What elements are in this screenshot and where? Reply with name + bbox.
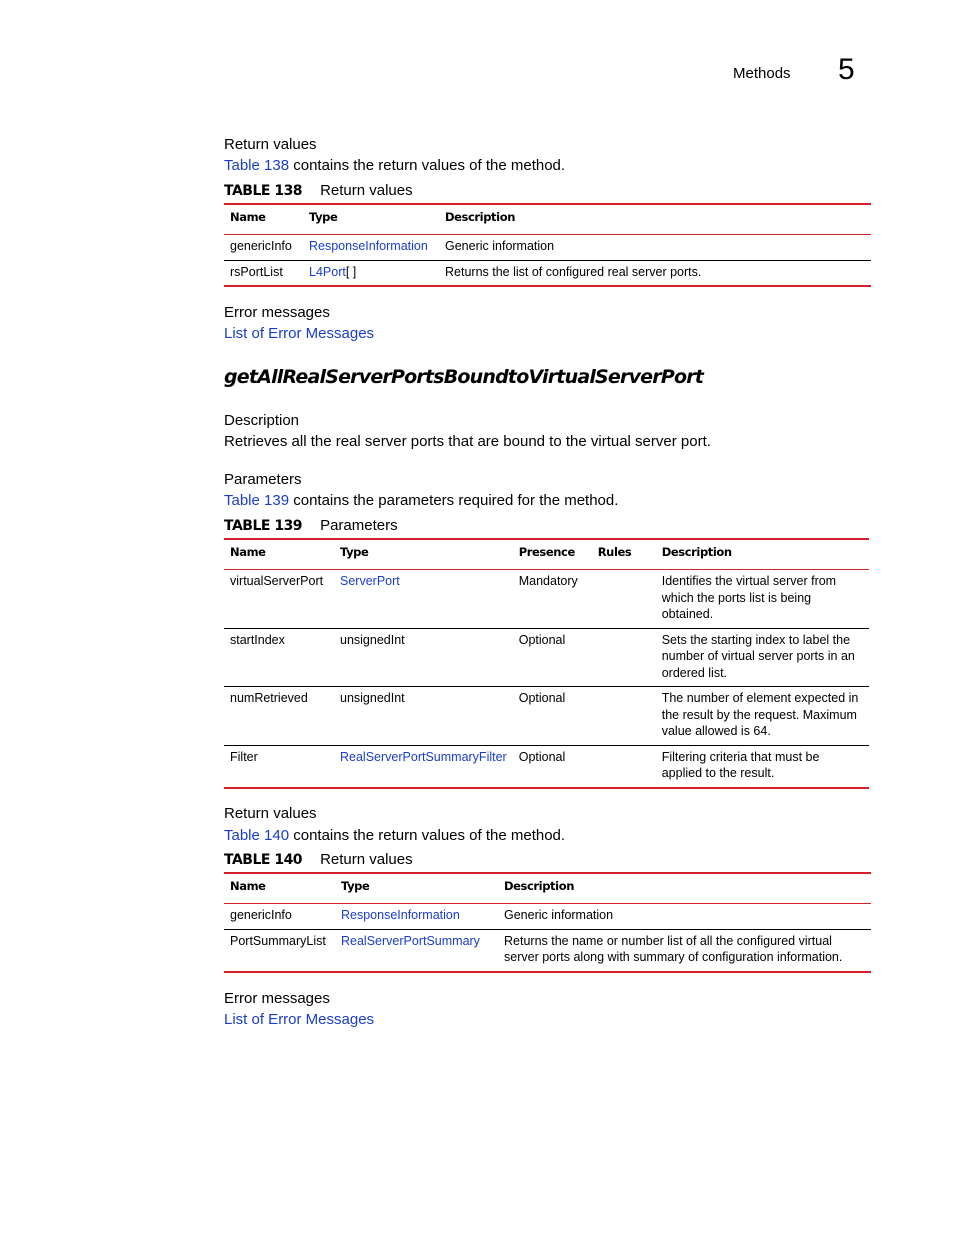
table-number: TABLE 140 [224,852,303,868]
cell-name: genericInfo [224,904,335,930]
column-header: Name [224,204,303,235]
column-header: Description [498,873,871,904]
table-header-row [224,873,871,904]
table-139-link[interactable]: Table 139 [224,492,290,509]
type-link[interactable]: ResponseInformation [341,908,460,922]
column-header: Type [335,873,498,904]
error-messages-link[interactable]: List of Error Messages [224,1011,375,1028]
cell-rules [592,745,656,788]
table-title: Parameters [320,517,398,534]
chapter-number: 5 [838,53,855,86]
cell-rules [592,687,656,746]
return-values-reference [224,157,565,174]
table-row [224,628,869,687]
error-messages-heading: Error messages [224,990,330,1007]
cell-name: genericInfo [224,235,303,261]
error-messages-link[interactable]: List of Error Messages [224,325,375,342]
return-values-heading: Return values [224,136,317,153]
cell-description: The number of element expected in the result by the request. Maximum value allowed is 64. [656,687,869,746]
cell-name: virtualServerPort [224,570,334,629]
table-caption [224,182,413,199]
method-title: getAllRealServerPortsBoundtoVirtualServerPort [224,366,704,388]
cell-rules [592,628,656,687]
cell-type [334,570,513,629]
column-header: Type [303,204,439,235]
cell-type [335,929,498,972]
cell-type: unsignedInt [334,687,513,746]
column-header: Type [334,539,513,570]
type-suffix: [ ] [345,264,357,279]
table-title: Return values [320,851,413,868]
table-row [224,235,871,261]
column-header: Description [656,539,869,570]
return-values-table-138 [224,203,871,287]
description-heading: Description [224,412,300,429]
table-row [224,929,871,972]
type-link[interactable]: L4Port [309,264,346,279]
reference-text: contains the return values of the method. [289,827,566,844]
cell-description: Identifies the virtual server from which the ports list is being obtained. [656,570,869,629]
table-row [224,687,869,746]
reference-text: contains the return values of the method. [289,157,566,174]
table-header-row [224,539,869,570]
cell-type: unsignedInt [334,628,513,687]
type-link[interactable]: ServerPort [340,574,400,588]
cell-description: Sets the starting index to label the number of virtual server ports in an ordered list. [656,628,869,687]
description-text: Retrieves all the real server ports that are bound to the virtual server port. [224,433,711,450]
cell-type [303,260,439,286]
return-values-heading: Return values [224,805,317,822]
cell-name: rsPortList [224,260,303,286]
cell-name: startIndex [224,628,334,687]
column-header: Presence [513,539,592,570]
cell-type [335,904,498,930]
cell-name: Filter [224,745,334,788]
column-header: Name [224,539,334,570]
cell-description: Generic information [439,235,871,261]
cell-description: Filtering criteria that must be applied to the result. [656,745,869,788]
type-link[interactable]: ResponseInformation [309,239,428,253]
cell-presence: Optional [513,628,592,687]
table-header-row [224,204,871,235]
column-header: Rules [592,539,656,570]
table-number: TABLE 138 [224,183,303,199]
error-messages-heading: Error messages [224,304,330,321]
table-row [224,260,871,286]
table-138-link[interactable]: Table 138 [224,157,290,174]
cell-presence: Optional [513,745,592,788]
parameters-table-139 [224,538,869,789]
cell-type [303,235,439,261]
return-values-table-140 [224,872,871,973]
cell-name: numRetrieved [224,687,334,746]
table-caption [224,517,398,534]
parameters-heading: Parameters [224,471,302,488]
table-number: TABLE 139 [224,518,303,534]
cell-presence: Optional [513,687,592,746]
type-link[interactable]: RealServerPortSummaryFilter [340,749,507,764]
table-title: Return values [320,182,413,199]
running-header-section: Methods [733,65,791,82]
table-row [224,904,871,930]
cell-description: Generic information [498,904,871,930]
cell-description: Returns the list of configured real server ports. [439,260,871,286]
table-140-link[interactable]: Table 140 [224,827,290,844]
parameters-reference [224,492,618,509]
cell-presence: Mandatory [513,570,592,629]
reference-text: contains the parameters required for the method. [289,492,619,509]
return-values-reference [224,827,565,844]
table-row [224,745,869,788]
column-header: Name [224,873,335,904]
cell-rules [592,570,656,629]
cell-name: PortSummaryList [224,929,335,972]
table-caption [224,851,413,868]
table-row [224,570,869,629]
column-header: Description [439,204,871,235]
cell-description: Returns the name or number list of all the configured virtual server ports along with summary of configuration information. [498,929,871,972]
cell-type [334,745,513,788]
type-link[interactable]: RealServerPortSummary [341,933,480,948]
